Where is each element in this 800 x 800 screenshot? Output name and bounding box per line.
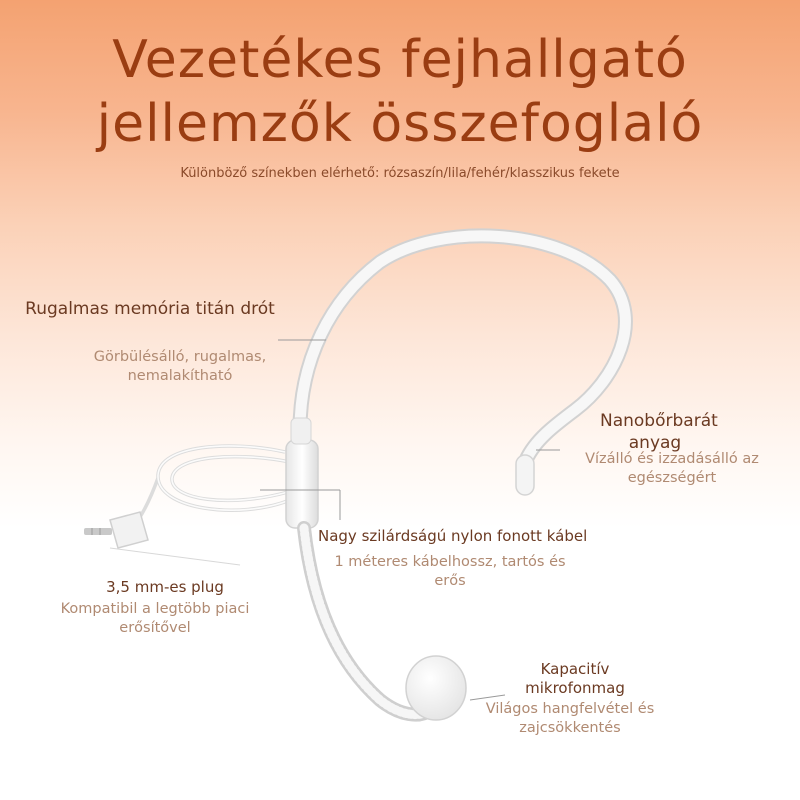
annotation-mic-title: Kapacitív mikrofonmag xyxy=(525,660,625,697)
page-title-line-1: Vezetékes fejhallgató xyxy=(112,30,688,90)
page-title-line-2: jellemzők összefoglaló xyxy=(96,94,704,154)
annotation-wire-title: Rugalmas memória titán drót xyxy=(25,299,275,319)
annotation-plug-desc: Kompatibil a legtöbb piaci erősítővel xyxy=(60,601,250,636)
ear-tip xyxy=(516,455,534,495)
annotation-wire-desc: Görbülésálló, rugalmas, nemalakítható xyxy=(93,349,267,384)
headband xyxy=(300,236,625,460)
audio-plug xyxy=(84,512,148,548)
subtitle: Különböző színekben elérhető: rózsaszín/lila/fehér/klasszikus fekete xyxy=(180,166,620,181)
slider-housing xyxy=(286,440,318,528)
annotation-material-desc: Vízálló és izzadásálló az egészségért xyxy=(585,451,759,486)
annotation-material-title: Nanobőrbarát anyag xyxy=(600,411,718,453)
annotation-mic-desc: Világos hangfelvétel és zajcsökkentés xyxy=(485,701,655,736)
annotation-cable-desc: 1 méteres kábelhossz, tartós és erős xyxy=(334,554,566,589)
annotation-cable-title: Nagy szilárdságú nylon fonott kábel xyxy=(318,527,588,545)
annotation-plug-title: 3,5 mm-es plug xyxy=(106,578,224,596)
microphone-foam xyxy=(406,656,466,720)
